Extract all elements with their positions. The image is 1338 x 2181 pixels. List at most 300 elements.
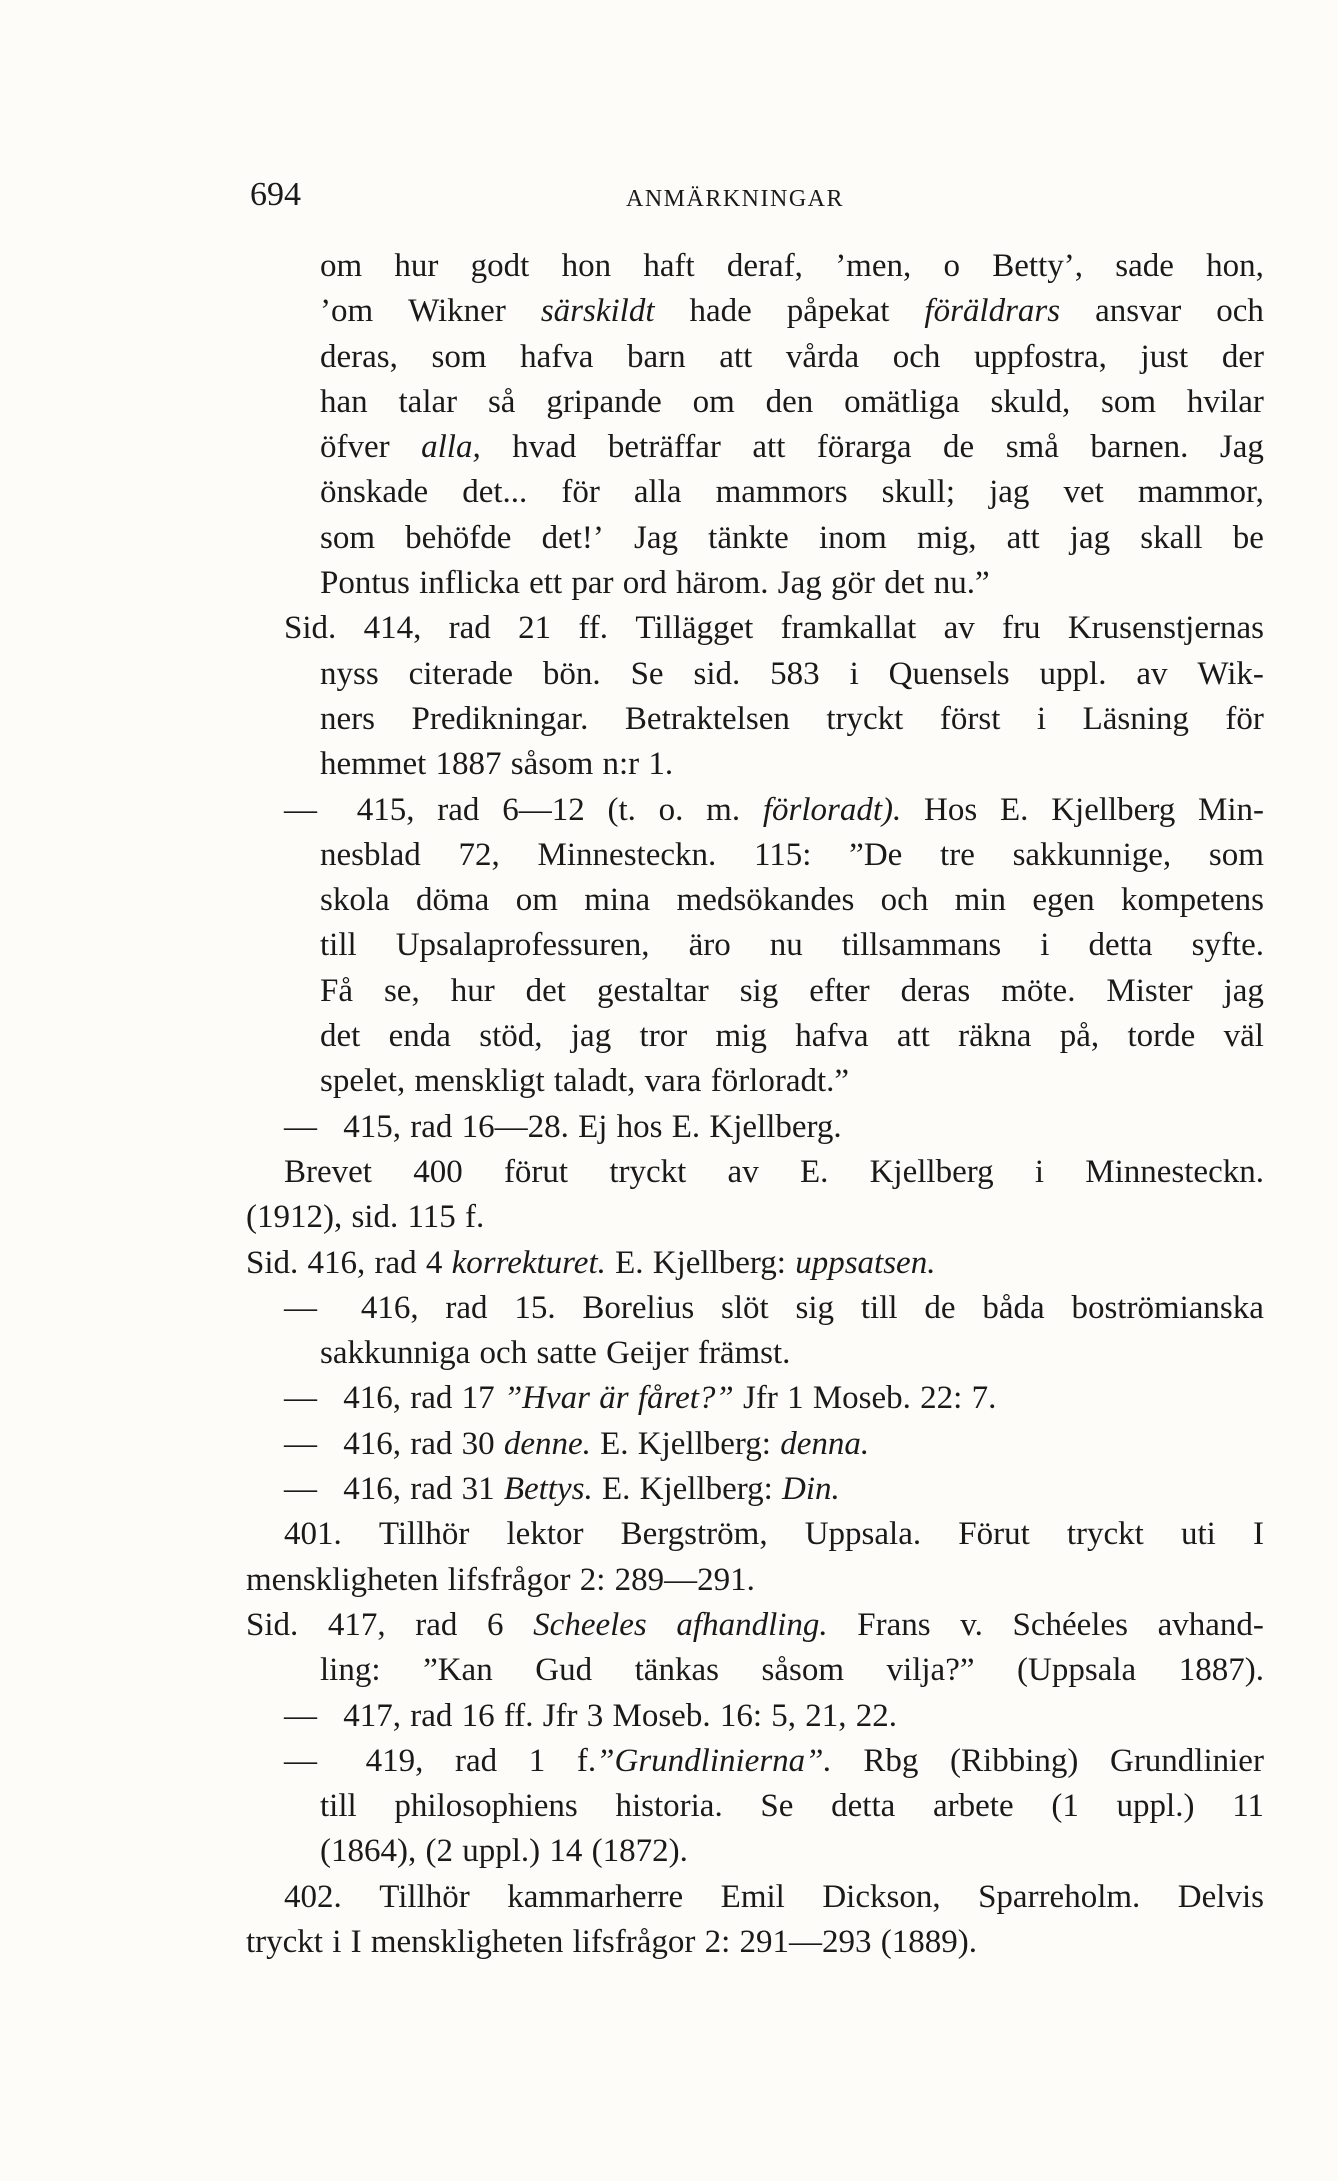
word — [412, 697, 589, 742]
word — [1085, 1150, 1264, 1195]
word-part: o — [943, 248, 960, 284]
word-part: rad — [455, 1742, 498, 1779]
word-part: 5, — [771, 1697, 796, 1734]
word — [762, 1648, 845, 1693]
word-part: korrekturet. — [451, 1244, 606, 1281]
word-part: alla, — [421, 429, 481, 466]
word — [831, 1784, 895, 1829]
word-part: Ej — [578, 1108, 608, 1145]
word-part: Kjellberg: — [637, 1425, 771, 1462]
word — [284, 606, 336, 651]
word-part: och — [1216, 293, 1264, 330]
word-part: bön. — [542, 655, 601, 692]
word-part: 16: — [719, 1697, 762, 1734]
word — [320, 1331, 470, 1376]
word-part: små — [1005, 429, 1059, 466]
word-part: Gud — [535, 1652, 593, 1689]
word — [419, 561, 520, 606]
word — [809, 969, 869, 1014]
word — [1232, 1784, 1264, 1829]
word — [1178, 1875, 1264, 1920]
word-part: se, — [383, 972, 420, 1009]
word — [437, 788, 479, 833]
word — [676, 561, 769, 606]
word-part: (1912), — [246, 1199, 343, 1236]
word — [850, 652, 859, 697]
word-part: I — [1252, 1516, 1264, 1553]
word-part: av — [1136, 655, 1168, 692]
word — [320, 561, 410, 606]
word — [882, 470, 955, 515]
word — [1013, 1603, 1128, 1648]
word-part: tryckt — [609, 1153, 687, 1190]
word — [529, 1739, 546, 1784]
word-part: 11 — [1232, 1788, 1264, 1825]
word — [944, 244, 961, 289]
word — [887, 1648, 975, 1693]
word — [379, 1875, 470, 1920]
word-part: ansvar — [1095, 293, 1182, 330]
word-part: härom. — [675, 565, 769, 602]
word-part: rad — [410, 1425, 453, 1462]
word — [978, 1875, 1140, 1920]
word — [635, 606, 753, 651]
word — [817, 425, 912, 470]
word-part: par — [571, 565, 614, 602]
word — [364, 606, 422, 651]
word-part: om — [515, 882, 558, 919]
word-part: spelet, — [320, 1063, 406, 1100]
word — [800, 1150, 828, 1195]
text-line — [246, 1694, 1264, 1739]
word-part: ”Hvar — [503, 1380, 591, 1417]
word — [1187, 380, 1264, 425]
word — [549, 1829, 582, 1874]
word-part: v. — [960, 1606, 983, 1643]
word-part: 14 — [549, 1833, 583, 1870]
word-part: nu — [769, 927, 803, 964]
word-part: Kjellberg. — [709, 1108, 842, 1145]
word — [924, 289, 1060, 334]
word — [617, 1105, 663, 1150]
text-line — [246, 697, 1264, 742]
word-part: Kjellberg: — [652, 1244, 786, 1281]
dash-marker: — — [284, 1697, 317, 1734]
word — [518, 606, 551, 651]
word-part: behöfde — [405, 519, 512, 556]
word-part: Jag — [1219, 429, 1264, 466]
word — [861, 1286, 898, 1331]
word-part: haft — [643, 248, 695, 284]
word — [394, 1784, 577, 1829]
word-part: 1887). — [1178, 1652, 1264, 1689]
word — [343, 1422, 401, 1467]
word — [448, 1558, 571, 1603]
word-part: Rbg — [863, 1742, 919, 1779]
text-line — [246, 335, 1264, 380]
word-part: så — [487, 383, 516, 420]
word-part: 1 — [787, 1380, 804, 1417]
word-part: väl — [1223, 1018, 1264, 1055]
word — [795, 1241, 935, 1286]
word-part: 583 — [770, 655, 820, 692]
word-part: 1887 — [435, 746, 502, 783]
word — [582, 1286, 694, 1331]
word-part: till — [320, 1788, 357, 1825]
word-part: (t. — [607, 791, 636, 828]
word-part: rad — [445, 1289, 488, 1326]
word-part: det... — [462, 474, 528, 511]
word — [805, 1512, 921, 1557]
word — [634, 470, 682, 515]
word — [933, 1784, 1014, 1829]
word — [716, 470, 848, 515]
word-part: tryckt — [826, 700, 904, 737]
word-part: hur — [450, 972, 495, 1009]
word — [405, 516, 511, 561]
word — [752, 425, 785, 470]
word — [407, 1195, 455, 1240]
text-line — [246, 1331, 1264, 1376]
word — [754, 833, 811, 878]
word — [1127, 1014, 1195, 1059]
word-part: detta — [831, 1788, 896, 1825]
word-part: Betty’, — [992, 248, 1083, 284]
word — [599, 1376, 628, 1421]
word — [917, 516, 977, 561]
word-part: öfver — [320, 429, 390, 466]
word — [920, 1376, 962, 1421]
word — [740, 969, 779, 1014]
word — [835, 244, 911, 289]
word-part: Dickson, — [822, 1878, 941, 1915]
word-part: mina — [584, 882, 651, 919]
word — [972, 1376, 997, 1421]
word-part: 15. — [514, 1289, 556, 1326]
word-part: 419, — [365, 1742, 424, 1779]
word — [320, 1648, 381, 1693]
word-part: hon, — [1206, 248, 1264, 284]
word — [320, 380, 368, 425]
word-part: om — [320, 248, 363, 284]
word-part: i — [849, 655, 859, 692]
word-part: 115: — [753, 836, 812, 873]
word-part: 416, — [360, 1289, 419, 1326]
word-part: Kjellberg: — [639, 1471, 773, 1508]
word-part: omätliga — [844, 383, 960, 420]
word-part: tre — [940, 836, 975, 873]
word-part: tänkas — [634, 1652, 719, 1689]
word — [1225, 697, 1263, 742]
word-part: såsom — [510, 746, 594, 783]
word-part: framkallat — [780, 610, 917, 647]
word-part: 416, — [343, 1380, 401, 1417]
word-part: i — [1036, 700, 1047, 737]
word-part: som — [320, 519, 376, 556]
word — [320, 697, 375, 742]
text-line — [246, 1603, 1264, 1648]
word — [536, 1331, 596, 1376]
word — [328, 1603, 386, 1648]
word — [480, 1331, 528, 1376]
word — [514, 1286, 555, 1331]
word — [615, 1784, 722, 1829]
word-part: 291—293 — [739, 1923, 872, 1960]
word-part: Schéeles — [1012, 1606, 1128, 1643]
word-part: Sid. — [246, 1244, 299, 1281]
word — [533, 1603, 647, 1648]
word — [1051, 788, 1175, 833]
word — [1060, 1014, 1099, 1059]
text-line — [246, 1286, 1264, 1331]
word — [432, 335, 487, 380]
word — [648, 742, 673, 787]
word-part: torde — [1127, 1018, 1196, 1055]
word — [389, 1014, 451, 1059]
word — [719, 335, 752, 380]
word-part: 401. — [284, 1516, 342, 1553]
text-line — [246, 1014, 1264, 1059]
word — [766, 380, 814, 425]
annotation-text — [246, 244, 1264, 1965]
dash-marker: — — [284, 1425, 317, 1462]
word — [643, 244, 694, 289]
word — [361, 1286, 419, 1331]
word-part: E. — [671, 1108, 701, 1145]
word-part: der — [1221, 338, 1264, 375]
word-part: vet — [1063, 474, 1104, 511]
word-part: som — [431, 338, 487, 375]
word — [320, 1829, 416, 1874]
text-line — [246, 425, 1264, 470]
word-part: fåret?” — [637, 1380, 734, 1417]
word — [992, 244, 1083, 289]
text-line — [246, 923, 1264, 968]
word — [320, 1014, 360, 1059]
word — [246, 1241, 298, 1286]
word-part: (1872). — [591, 1833, 688, 1870]
word — [357, 788, 415, 833]
word — [436, 742, 502, 787]
word — [1115, 244, 1174, 289]
word — [246, 1920, 323, 1965]
text-line — [246, 606, 1264, 651]
word — [924, 1286, 955, 1331]
word — [786, 335, 859, 380]
word — [787, 1376, 804, 1421]
word-part: fru — [1002, 610, 1041, 647]
word-part: tryckt — [246, 1923, 323, 1960]
word — [351, 1920, 362, 1965]
word-part: hur — [394, 248, 439, 284]
word-part: godt — [470, 248, 530, 284]
word — [795, 1014, 868, 1059]
word — [1001, 969, 1075, 1014]
word — [423, 1648, 493, 1693]
word — [332, 1920, 341, 1965]
word-part: 289—291. — [614, 1561, 755, 1598]
word-part: jag — [1223, 972, 1264, 1009]
word-part: 16—28. — [461, 1108, 569, 1145]
word — [399, 380, 458, 425]
word — [246, 1603, 298, 1648]
word-part: Kjellberg — [869, 1153, 994, 1190]
word-part: sakkunnige, — [1012, 836, 1172, 873]
word — [600, 1422, 628, 1467]
word-part: hafva — [795, 1018, 869, 1055]
word — [462, 1467, 495, 1512]
word-part: till — [860, 1289, 898, 1326]
word-part: först — [939, 700, 1001, 737]
word — [284, 1512, 342, 1557]
word-part: medsökandes — [676, 882, 855, 919]
word — [1224, 1014, 1264, 1059]
word-part: ’men, — [835, 248, 912, 284]
word-part: mig, — [916, 519, 977, 556]
word — [708, 516, 789, 561]
word-part: av — [727, 1153, 759, 1190]
word-part: om — [692, 383, 735, 420]
word — [535, 1648, 592, 1693]
word-part: hon — [561, 248, 612, 284]
word-part: menskligheten — [246, 1561, 439, 1598]
word-part: mig — [715, 1018, 767, 1055]
word — [587, 1694, 604, 1739]
word-part: menskligheten — [370, 1923, 564, 1960]
word — [504, 1467, 593, 1512]
word — [413, 1150, 463, 1195]
word-part: (Uppsala — [1017, 1652, 1137, 1689]
word — [606, 1331, 688, 1376]
word-part: Tillägget — [635, 610, 754, 647]
word — [1083, 697, 1189, 742]
word — [1141, 335, 1189, 380]
word-part: 402. — [284, 1878, 342, 1915]
word-part: i — [332, 1923, 342, 1960]
text-line — [246, 1784, 1264, 1829]
word-part: tror — [639, 1018, 688, 1055]
word — [320, 425, 390, 470]
word-part: syfte. — [1191, 927, 1264, 964]
word-part: jag — [570, 1018, 612, 1055]
word-part: barnen. — [1090, 429, 1189, 466]
word — [844, 380, 959, 425]
word-part: satte — [536, 1335, 597, 1372]
word — [578, 606, 608, 651]
word — [760, 1784, 793, 1829]
word-part: gripande — [546, 383, 662, 420]
word-part: Mister — [1106, 972, 1193, 1009]
text-line — [246, 244, 1264, 289]
word-part: 2: — [579, 1561, 606, 1598]
word — [462, 1422, 495, 1467]
word — [577, 1739, 832, 1784]
word-part: Hos — [924, 791, 978, 828]
word — [627, 335, 686, 380]
word-part: tänkte — [708, 519, 789, 556]
word-part: ett — [529, 565, 563, 602]
text-line — [246, 1558, 1264, 1603]
word-part: sid. — [693, 655, 741, 692]
word-part: jag — [1069, 519, 1111, 556]
word-part: Moseb. — [612, 1697, 711, 1734]
word-part: det — [525, 972, 566, 1009]
word-part: ling: — [320, 1652, 381, 1689]
word-part: 415, — [343, 1108, 401, 1145]
word-part: Quensels — [888, 655, 1010, 692]
word-part: f. — [464, 1199, 485, 1236]
word-part: Sparreholm. — [978, 1878, 1141, 1915]
word — [479, 1014, 542, 1059]
word — [487, 1603, 504, 1648]
word — [1070, 516, 1110, 561]
word-part: denne. — [503, 1425, 591, 1462]
dash-marker: — — [284, 1742, 317, 1779]
word-part: kammarherre — [507, 1878, 684, 1915]
word — [1224, 969, 1264, 1014]
word — [787, 289, 890, 334]
word-part: Få — [320, 972, 353, 1009]
word-part: gör — [831, 565, 875, 602]
word — [782, 1467, 840, 1512]
word-part: äro — [688, 927, 731, 964]
word — [320, 516, 375, 561]
word — [1222, 335, 1264, 380]
word — [743, 1376, 778, 1421]
word — [543, 1694, 578, 1739]
word — [573, 1920, 696, 1965]
word-part: gestaltar — [596, 972, 709, 1009]
word — [1040, 923, 1049, 968]
word-part: 415, — [356, 791, 415, 828]
word — [709, 1105, 841, 1150]
word — [955, 878, 1006, 923]
word-part: påpekat — [786, 293, 890, 330]
word-part: den — [765, 383, 814, 420]
word-part: 16 — [461, 1697, 495, 1734]
word-part: uppfostra, — [974, 338, 1107, 375]
text-line — [246, 742, 1264, 787]
word — [613, 1694, 711, 1739]
word-part: som — [1101, 383, 1157, 420]
word — [343, 1467, 401, 1512]
word-part: Grundlinier — [1109, 1742, 1264, 1779]
word — [320, 1784, 357, 1829]
word-part: döma — [416, 882, 490, 919]
text-line — [246, 969, 1264, 1014]
word — [771, 1694, 796, 1739]
word-part: deraf, — [726, 248, 803, 284]
word — [813, 1376, 911, 1421]
word-part: förloradt). — [762, 791, 902, 828]
word-part: Predikningar. — [411, 700, 589, 737]
word — [529, 561, 562, 606]
word-part: 1. — [648, 746, 674, 783]
word — [1206, 244, 1264, 289]
word-part: Sid. — [284, 610, 337, 647]
word-part: deras — [900, 972, 971, 1009]
word-part: rad — [437, 791, 480, 828]
word — [580, 1558, 606, 1603]
word-part: förut — [503, 1153, 569, 1190]
word — [504, 1150, 568, 1195]
word — [638, 1376, 734, 1421]
word-part: rad — [448, 610, 491, 647]
word-part: uti — [1180, 1516, 1216, 1553]
word — [1063, 470, 1103, 515]
word-part: mammor, — [1137, 474, 1264, 511]
word — [320, 923, 357, 968]
